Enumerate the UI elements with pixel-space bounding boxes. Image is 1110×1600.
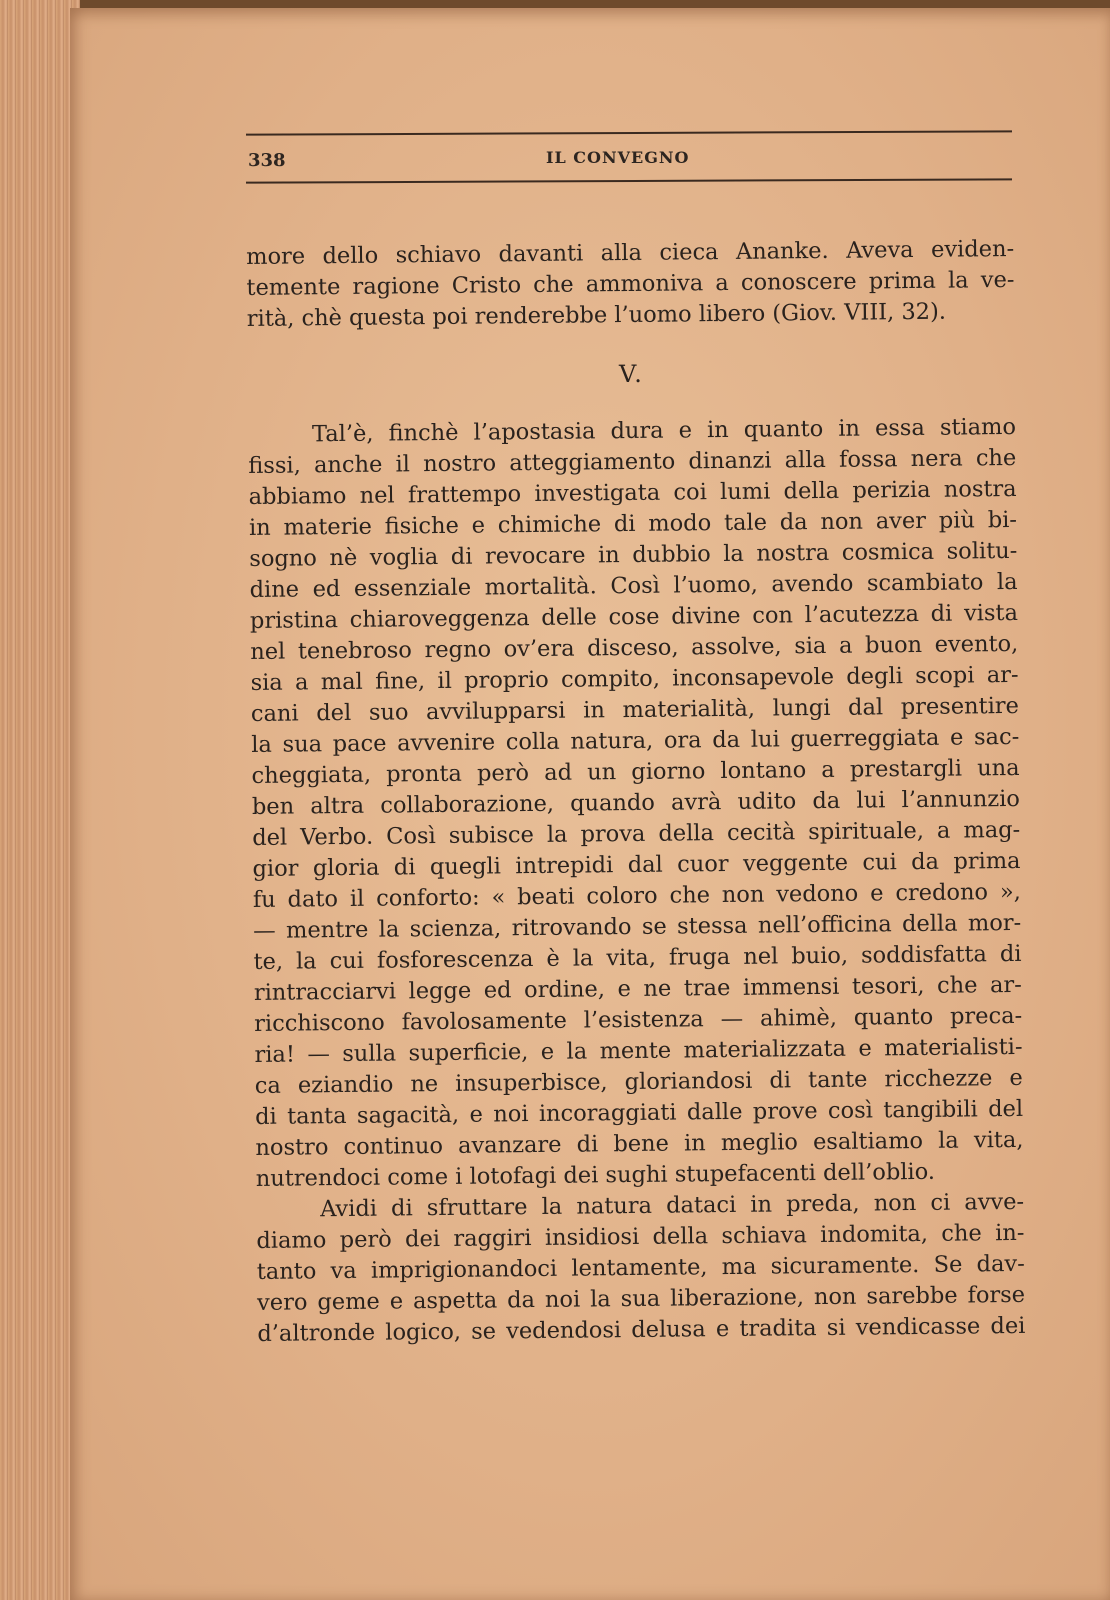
text-line: sogno nè voglia di revocare in dubbio la nostra cosmica solitu-	[249, 537, 1018, 572]
text-line: di tanta sagacità, e noi incoraggiati dalle prove così tangibili del	[255, 1095, 1024, 1130]
text-line: d’altronde logico, se vedendosi delusa e tradita si vendicasse dei	[257, 1312, 1026, 1347]
text-line: nutrendoci come i lotofagi dei sughi stupefacenti dell’oblio.	[255, 1158, 936, 1192]
text-line: cani del suo avvilupparsi in materialità, lungi dal presentire	[250, 692, 1020, 727]
text-line: — mentre la scienza, ritrovando se stessa nell’officina della mor-	[253, 909, 1022, 944]
text-line: ben altra collaborazione, quando avrà udito da lui l’annunzio	[251, 785, 1021, 820]
text-line: nel tenebroso regno ov’era disceso, assolve, sia a buon evento,	[250, 630, 1019, 665]
body-text	[246, 234, 1026, 1350]
text-line: rintracciarvi legge ed ordine, e ne trae immensi tesori, che ar-	[253, 971, 1022, 1006]
text-line: rità, chè questa poi renderebbe l’uomo libero (Giov. VIII, 32).	[246, 298, 947, 332]
header-rule-bottom	[246, 178, 1012, 183]
running-head: IL CONVEGNO	[546, 148, 690, 167]
text-line: in materie fisiche e chimiche di modo tale da non aver più bi-	[248, 506, 1018, 541]
header-rule-top	[246, 130, 1012, 135]
paragraph-1	[246, 234, 1015, 335]
text-line: Avidi di sfruttare la natura dataci in preda, non ci avve-	[319, 1188, 1025, 1223]
text-line: tanto va imprigionandoci lentamente, ma sicuramente. Se dav-	[256, 1250, 1025, 1285]
section-heading: V.	[618, 359, 644, 389]
text-line: vero geme e aspetta da noi la sua liberazione, non sarebbe forse	[256, 1281, 1026, 1316]
text-line: nostro continuo avanzare di bene in meglio esaltiamo la vita,	[255, 1126, 1024, 1161]
text-line: ca eziandio ne insuperbisce, gloriandosi di tante ricchezze e	[254, 1064, 1023, 1099]
text-line: sia a mal fine, il proprio compito, inconsapevole degli scopi ar-	[250, 661, 1019, 696]
text-line: ria! — sulla superficie, e la mente materializzata e materialisti-	[254, 1033, 1023, 1068]
paragraph-3	[256, 1187, 1026, 1350]
text-line: cheggiata, pronta però ad un giorno lontano a prestargli una	[251, 754, 1020, 789]
page-number: 338	[248, 150, 286, 171]
text-line: diamo però dei raggiri insidiosi della schiava indomita, che in-	[256, 1219, 1025, 1254]
text-line: fu dato il conforto: « beati coloro che non vedono e credono »,	[252, 878, 1021, 913]
page-header	[246, 132, 1012, 184]
book-page-edges	[0, 0, 80, 1600]
text-line: ricchiscono favolosamente l’esistenza — ahimè, quanto preca-	[254, 1002, 1023, 1037]
text-line: del Verbo. Così subisce la prova della cecità spirituale, a mag-	[252, 816, 1021, 851]
text-line: te, la cui fosforescenza è la vita, fruga nel buio, soddisfatta di	[253, 940, 1022, 975]
text-line: Tal’è, finchè l’apostasia dura e in quanto in essa stiamo	[311, 413, 1017, 448]
text-line: temente ragione Cristo che ammoniva a conoscere prima la ve-	[246, 266, 1015, 301]
paragraph-2	[248, 412, 1024, 1195]
text-line: fissi, anche il nostro atteggiamento dinanzi alla fossa nera che	[248, 444, 1017, 479]
text-line: la sua pace avvenire colla natura, ora da lui guerreggiata e sac-	[251, 723, 1020, 758]
text-line: abbiamo nel frattempo investigata coi lumi della perizia nostra	[248, 475, 1017, 510]
text-line: more dello schiavo davanti alla cieca Ananke. Aveva eviden-	[246, 235, 1015, 270]
text-line: gior gloria di quegli intrepidi dal cuor veggente cui da prima	[252, 847, 1021, 882]
text-line: dine ed essenziale mortalità. Così l’uomo, avendo scambiato la	[249, 568, 1018, 603]
text-line: pristina chiaroveggenza delle cose divine con l’acutezza di vista	[249, 599, 1019, 634]
